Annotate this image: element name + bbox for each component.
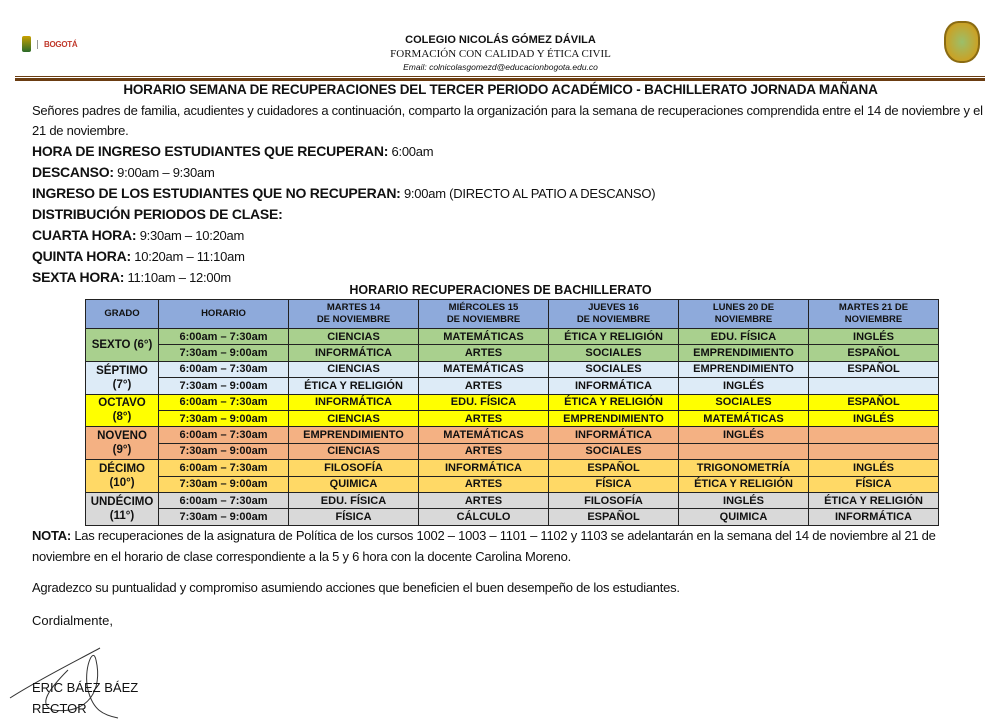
info-line: [32, 183, 992, 204]
time-cell: 6:00am – 7:30am: [159, 329, 289, 345]
time-cell: 7:30am – 9:00am: [159, 476, 289, 492]
subject-cell: ESPAÑOL: [809, 361, 939, 377]
subject-cell: ARTES: [419, 410, 549, 426]
grade-cell: OCTAVO (8°): [86, 394, 159, 427]
table-title: HORARIO RECUPERACIONES DE BACHILLERATO: [349, 283, 652, 297]
school-motto: FORMACIÓN CON CALIDAD Y ÉTICA CIVIL: [390, 48, 611, 60]
table-row: [86, 427, 939, 443]
subject-cell: INFORMÁTICA: [289, 394, 419, 410]
subject-cell: ARTES: [419, 443, 549, 459]
intro-section: [32, 101, 992, 288]
subject-cell: INFORMÁTICA: [419, 460, 549, 476]
subject-cell: SOCIALES: [549, 345, 679, 361]
subject-cell: INFORMÁTICA: [549, 378, 679, 394]
subject-cell: [809, 378, 939, 394]
info-line: [32, 141, 992, 162]
column-header: MARTES 14 DE NOVIEMBRE: [289, 300, 419, 329]
subject-cell: INGLÉS: [809, 460, 939, 476]
subject-cell: [809, 443, 939, 459]
table-row: [86, 492, 939, 508]
time-cell: 6:00am – 7:30am: [159, 492, 289, 508]
subject-cell: CIENCIAS: [289, 329, 419, 345]
time-cell: 6:00am – 7:30am: [159, 394, 289, 410]
subject-cell: [809, 427, 939, 443]
subject-cell: SOCIALES: [679, 394, 809, 410]
subject-cell: ESPAÑOL: [549, 460, 679, 476]
bogota-logo: BOGOTÁ: [22, 36, 77, 52]
subject-cell: MATEMÁTICAS: [419, 427, 549, 443]
time-cell: 7:30am – 9:00am: [159, 378, 289, 394]
column-header: HORARIO: [159, 300, 289, 329]
subject-cell: INGLÉS: [679, 427, 809, 443]
info-label: QUINTA HORA:: [32, 248, 131, 264]
subject-cell: FÍSICA: [549, 476, 679, 492]
subject-cell: FILOSOFÍA: [549, 492, 679, 508]
table-row: [86, 345, 939, 361]
subject-cell: INGLÉS: [809, 329, 939, 345]
subject-cell: ESPAÑOL: [809, 345, 939, 361]
subject-cell: CIENCIAS: [289, 361, 419, 377]
signer-role: RECTOR: [32, 701, 87, 716]
column-header: GRADO: [86, 300, 159, 329]
subject-cell: CIENCIAS: [289, 443, 419, 459]
subject-cell: ÉTICA Y RELIGIÓN: [549, 329, 679, 345]
table-row: [86, 410, 939, 426]
info-value: 9:00am – 9:30am: [113, 165, 215, 180]
table-row: [86, 394, 939, 410]
schedule-table: [85, 299, 939, 526]
subject-cell: [679, 443, 809, 459]
table-row: [86, 509, 939, 525]
time-cell: 7:30am – 9:00am: [159, 443, 289, 459]
info-label: SEXTA HORA:: [32, 269, 125, 285]
subject-cell: ÉTICA Y RELIGIÓN: [549, 394, 679, 410]
info-line: [32, 204, 992, 225]
grade-cell: NOVENO (9°): [86, 427, 159, 460]
subject-cell: CÁLCULO: [419, 509, 549, 525]
grade-cell: UNDÉCIMO (11°): [86, 492, 159, 525]
table-row: [86, 460, 939, 476]
subject-cell: INFORMÁTICA: [289, 345, 419, 361]
subject-cell: EMPRENDIMIENTO: [549, 410, 679, 426]
time-cell: 7:30am – 9:00am: [159, 410, 289, 426]
grade-cell: SEXTO (6°): [86, 329, 159, 362]
thanks-text: Agradezco su puntualidad y compromiso asumiendo acciones que beneficien el buen desempeño de los estudiantes.: [32, 580, 680, 595]
info-value: 10:20am – 11:10am: [130, 249, 245, 264]
subject-cell: MATEMÁTICAS: [419, 361, 549, 377]
subject-cell: INGLÉS: [679, 492, 809, 508]
subject-cell: INFORMÁTICA: [549, 427, 679, 443]
info-label: DISTRIBUCIÓN PERIODOS DE CLASE:: [32, 206, 283, 222]
column-header: MIÉRCOLES 15 DE NOVIEMBRE: [419, 300, 549, 329]
note-text: Las recuperaciones de la asignatura de Política de los cursos 1002 – 1003 – 1101 – 1102 y 1103 se adelantarán en la semana del 14 de noviembre al 21 de noviembre en el horario de clase correspondiente a la 5 y 6 hora con la docente Carolina Moreno.: [32, 528, 936, 564]
subject-cell: EDU. FÍSICA: [289, 492, 419, 508]
subject-cell: ARTES: [419, 378, 549, 394]
info-value: 9:00am (DIRECTO AL PATIO A DESCANSO): [400, 186, 656, 201]
info-line: [32, 225, 992, 246]
subject-cell: QUIMICA: [289, 476, 419, 492]
school-email: Email: colnicolasgomezd@educacionbogota.edu.co: [403, 62, 598, 72]
info-line: [32, 162, 992, 183]
intro-text: Señores padres de familia, acudientes y cuidadores a continuación, comparto la organización para la semana de recuperaciones comprendida entre el 14 de noviembre y el 21 de noviembre.: [32, 103, 983, 138]
grade-cell: DÉCIMO (10°): [86, 460, 159, 493]
table-row: [86, 361, 939, 377]
signer-name: ERIC BÁEZ BÁEZ: [32, 680, 139, 695]
subject-cell: MATEMÁTICAS: [679, 410, 809, 426]
note-label: NOTA:: [32, 528, 71, 543]
subject-cell: ARTES: [419, 345, 549, 361]
table-row: [86, 443, 939, 459]
subject-cell: SOCIALES: [549, 361, 679, 377]
subject-cell: ESPAÑOL: [809, 394, 939, 410]
subject-cell: FÍSICA: [289, 509, 419, 525]
subject-cell: ÉTICA Y RELIGIÓN: [289, 378, 419, 394]
info-label: CUARTA HORA:: [32, 227, 137, 243]
time-cell: 7:30am – 9:00am: [159, 509, 289, 525]
table-row: [86, 378, 939, 394]
time-cell: 6:00am – 7:30am: [159, 361, 289, 377]
subject-cell: ESPAÑOL: [549, 509, 679, 525]
time-cell: 6:00am – 7:30am: [159, 427, 289, 443]
subject-cell: ARTES: [419, 476, 549, 492]
school-name: COLEGIO NICOLÁS GÓMEZ DÁVILA: [405, 34, 596, 46]
info-value: 9:30am – 10:20am: [136, 228, 245, 243]
subject-cell: FILOSOFÍA: [289, 460, 419, 476]
subject-cell: ÉTICA Y RELIGIÓN: [679, 476, 809, 492]
info-value: 11:10am – 12:00m: [124, 270, 231, 285]
subject-cell: TRIGONOMETRÍA: [679, 460, 809, 476]
subject-cell: ARTES: [419, 492, 549, 508]
subject-cell: QUIMICA: [679, 509, 809, 525]
info-label: HORA DE INGRESO ESTUDIANTES QUE RECUPERAN:: [32, 143, 389, 159]
subject-cell: ÉTICA Y RELIGIÓN: [809, 492, 939, 508]
info-label: INGRESO DE LOS ESTUDIANTES QUE NO RECUPERAN:: [32, 185, 401, 201]
subject-cell: EMPRENDIMIENTO: [679, 361, 809, 377]
time-cell: 6:00am – 7:30am: [159, 460, 289, 476]
table-row: [86, 329, 939, 345]
subject-cell: INGLÉS: [809, 410, 939, 426]
subject-cell: EMPRENDIMIENTO: [289, 427, 419, 443]
info-line: [32, 246, 992, 267]
signer: [32, 677, 138, 719]
grade-cell: SÉPTIMO (7°): [86, 361, 159, 394]
subject-cell: EDU. FÍSICA: [679, 329, 809, 345]
subject-cell: EMPRENDIMIENTO: [679, 345, 809, 361]
note: [32, 525, 992, 567]
subject-cell: INGLÉS: [679, 378, 809, 394]
column-header: MARTES 21 DE NOVIEMBRE: [809, 300, 939, 329]
subject-cell: CIENCIAS: [289, 410, 419, 426]
column-header: JUEVES 16 DE NOVIEMBRE: [549, 300, 679, 329]
header-divider: [15, 76, 985, 81]
info-value: 6:00am: [388, 144, 434, 159]
subject-cell: SOCIALES: [549, 443, 679, 459]
document-title: HORARIO SEMANA DE RECUPERACIONES DEL TERCER PERIODO ACADÉMICO - BACHILLERATO JORNADA MAÑANA: [123, 82, 878, 97]
subject-cell: MATEMÁTICAS: [419, 329, 549, 345]
closing: Cordialmente,: [32, 613, 113, 628]
time-cell: 7:30am – 9:00am: [159, 345, 289, 361]
subject-cell: INFORMÁTICA: [809, 509, 939, 525]
column-header: LUNES 20 DE NOVIEMBRE: [679, 300, 809, 329]
subject-cell: EDU. FÍSICA: [419, 394, 549, 410]
table-row: [86, 476, 939, 492]
subject-cell: FÍSICA: [809, 476, 939, 492]
info-label: DESCANSO:: [32, 164, 114, 180]
